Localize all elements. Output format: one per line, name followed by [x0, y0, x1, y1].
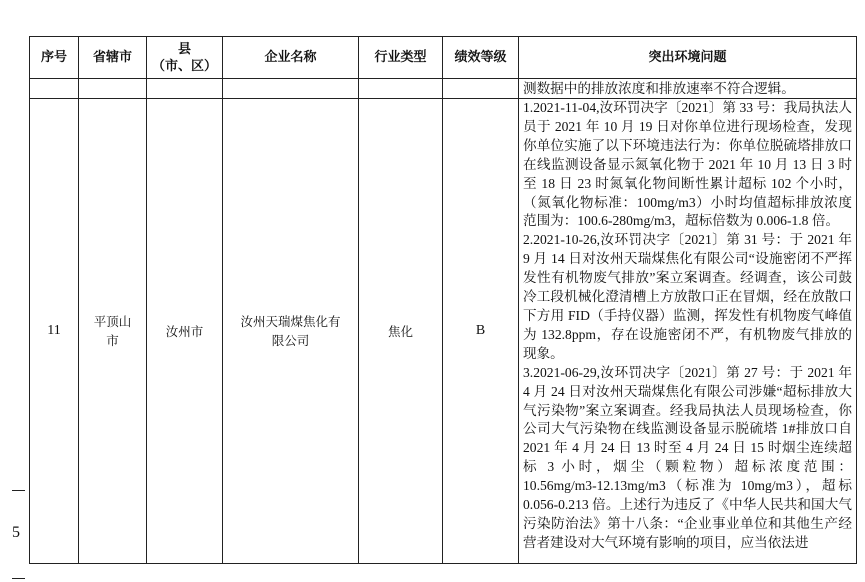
enterprise-environment-table — [29, 36, 857, 564]
issue-item-3: 3.2021-06-29,汝环罚决字〔2021〕第 27 号：于 2021 年 4 月 24 日对汝州天瑞煤焦化有限公司涉嫌“超标排放大气污染物”案立案调查。经我局执法人员现场检查，你公司大气污染物在线监测设备显示脱硫塔 1#排放口自 2021 年 4 月 24 日 13 时至 4 月 24 日 15 时烟尘连续超标 3 小时，烟尘（颗粒物）超标浓度范围：10.56mg/m3-12.13mg/m3（标准为 10mg/m3），超标 0.056-0.213 倍。上述行为违反了《中华人民共和国大气污染防治法》第十八条：“企业事业单位和其他生产经营者建设对大气环境有影响的项目，应当依法进 — [523, 364, 852, 550]
cont-industry — [359, 79, 443, 99]
header-city: 省辖市 — [79, 37, 147, 79]
page-margin-dash-bottom — [12, 578, 25, 579]
continuation-row — [30, 79, 857, 99]
row-county: 汝州市 — [147, 99, 223, 564]
cont-company — [223, 79, 359, 99]
issue-item-2: 2.2021-10-26,汝环罚决字〔2021〕第 31 号：于 2021 年 9 月 14 日对汝州天瑞煤焦化有限公司“设施密闭不严挥发性有机物废气排放”案立案调查。经调查，该公司鼓冷工段机械化澄清槽上方放散口正在冒烟，经在放散口下方用 FID（手持仪器）监测，挥发性有机物废气峰值为 132.8ppm，存在设施密闭不严，有机物废气排放的现象。 — [523, 232, 852, 361]
issue-item-1: 1.2021-11-04,汝环罚决字〔2021〕第 33 号：我局执法人员于 2021 年 10 月 19 日对你单位进行现场检查，发现你单位实施了以下环境违法行为：你单位脱硫塔排放口在线监测设备显示氮氧化物于 2021 年 10 月 13 日 3 时至 18 日 23 时氮氧化物间断性累计超标 102 个小时，（氮氧化物标准：100mg/m3）小时均值超标排放浓度范围为：100.6-280mg/m3，超标倍数为 0.006-1.8 倍。 — [523, 100, 852, 229]
row-company-line1: 汝州天瑞煤焦化有 — [240, 314, 341, 329]
row-company-line2: 限公司 — [271, 333, 310, 348]
row-city — [79, 99, 147, 564]
table-row — [30, 99, 857, 564]
header-issues: 突出环境问题 — [519, 37, 857, 79]
row-city-line2: 市 — [106, 333, 119, 348]
row-industry: 焦化 — [359, 99, 443, 564]
row-issues — [519, 99, 857, 564]
page-margin-dash-top — [12, 490, 25, 491]
row-seq: 11 — [30, 99, 79, 564]
row-city-line1: 平顶山 — [93, 314, 132, 329]
row-grade: B — [443, 99, 519, 564]
header-seq: 序号 — [30, 37, 79, 79]
cont-issues: 测数据中的排放浓度和排放速率不符合逻辑。 — [519, 79, 857, 99]
cont-city — [79, 79, 147, 99]
cont-county — [147, 79, 223, 99]
header-industry: 行业类型 — [359, 37, 443, 79]
page-number: 5 — [12, 524, 20, 541]
row-company — [223, 99, 359, 564]
header-county-line1: 县 — [177, 41, 191, 57]
cont-seq — [30, 79, 79, 99]
table-header-row — [30, 37, 857, 79]
header-grade: 绩效等级 — [443, 37, 519, 79]
cont-grade — [443, 79, 519, 99]
header-county — [147, 37, 223, 79]
header-company: 企业名称 — [223, 37, 359, 79]
header-county-line2: （市、区） — [151, 58, 217, 74]
